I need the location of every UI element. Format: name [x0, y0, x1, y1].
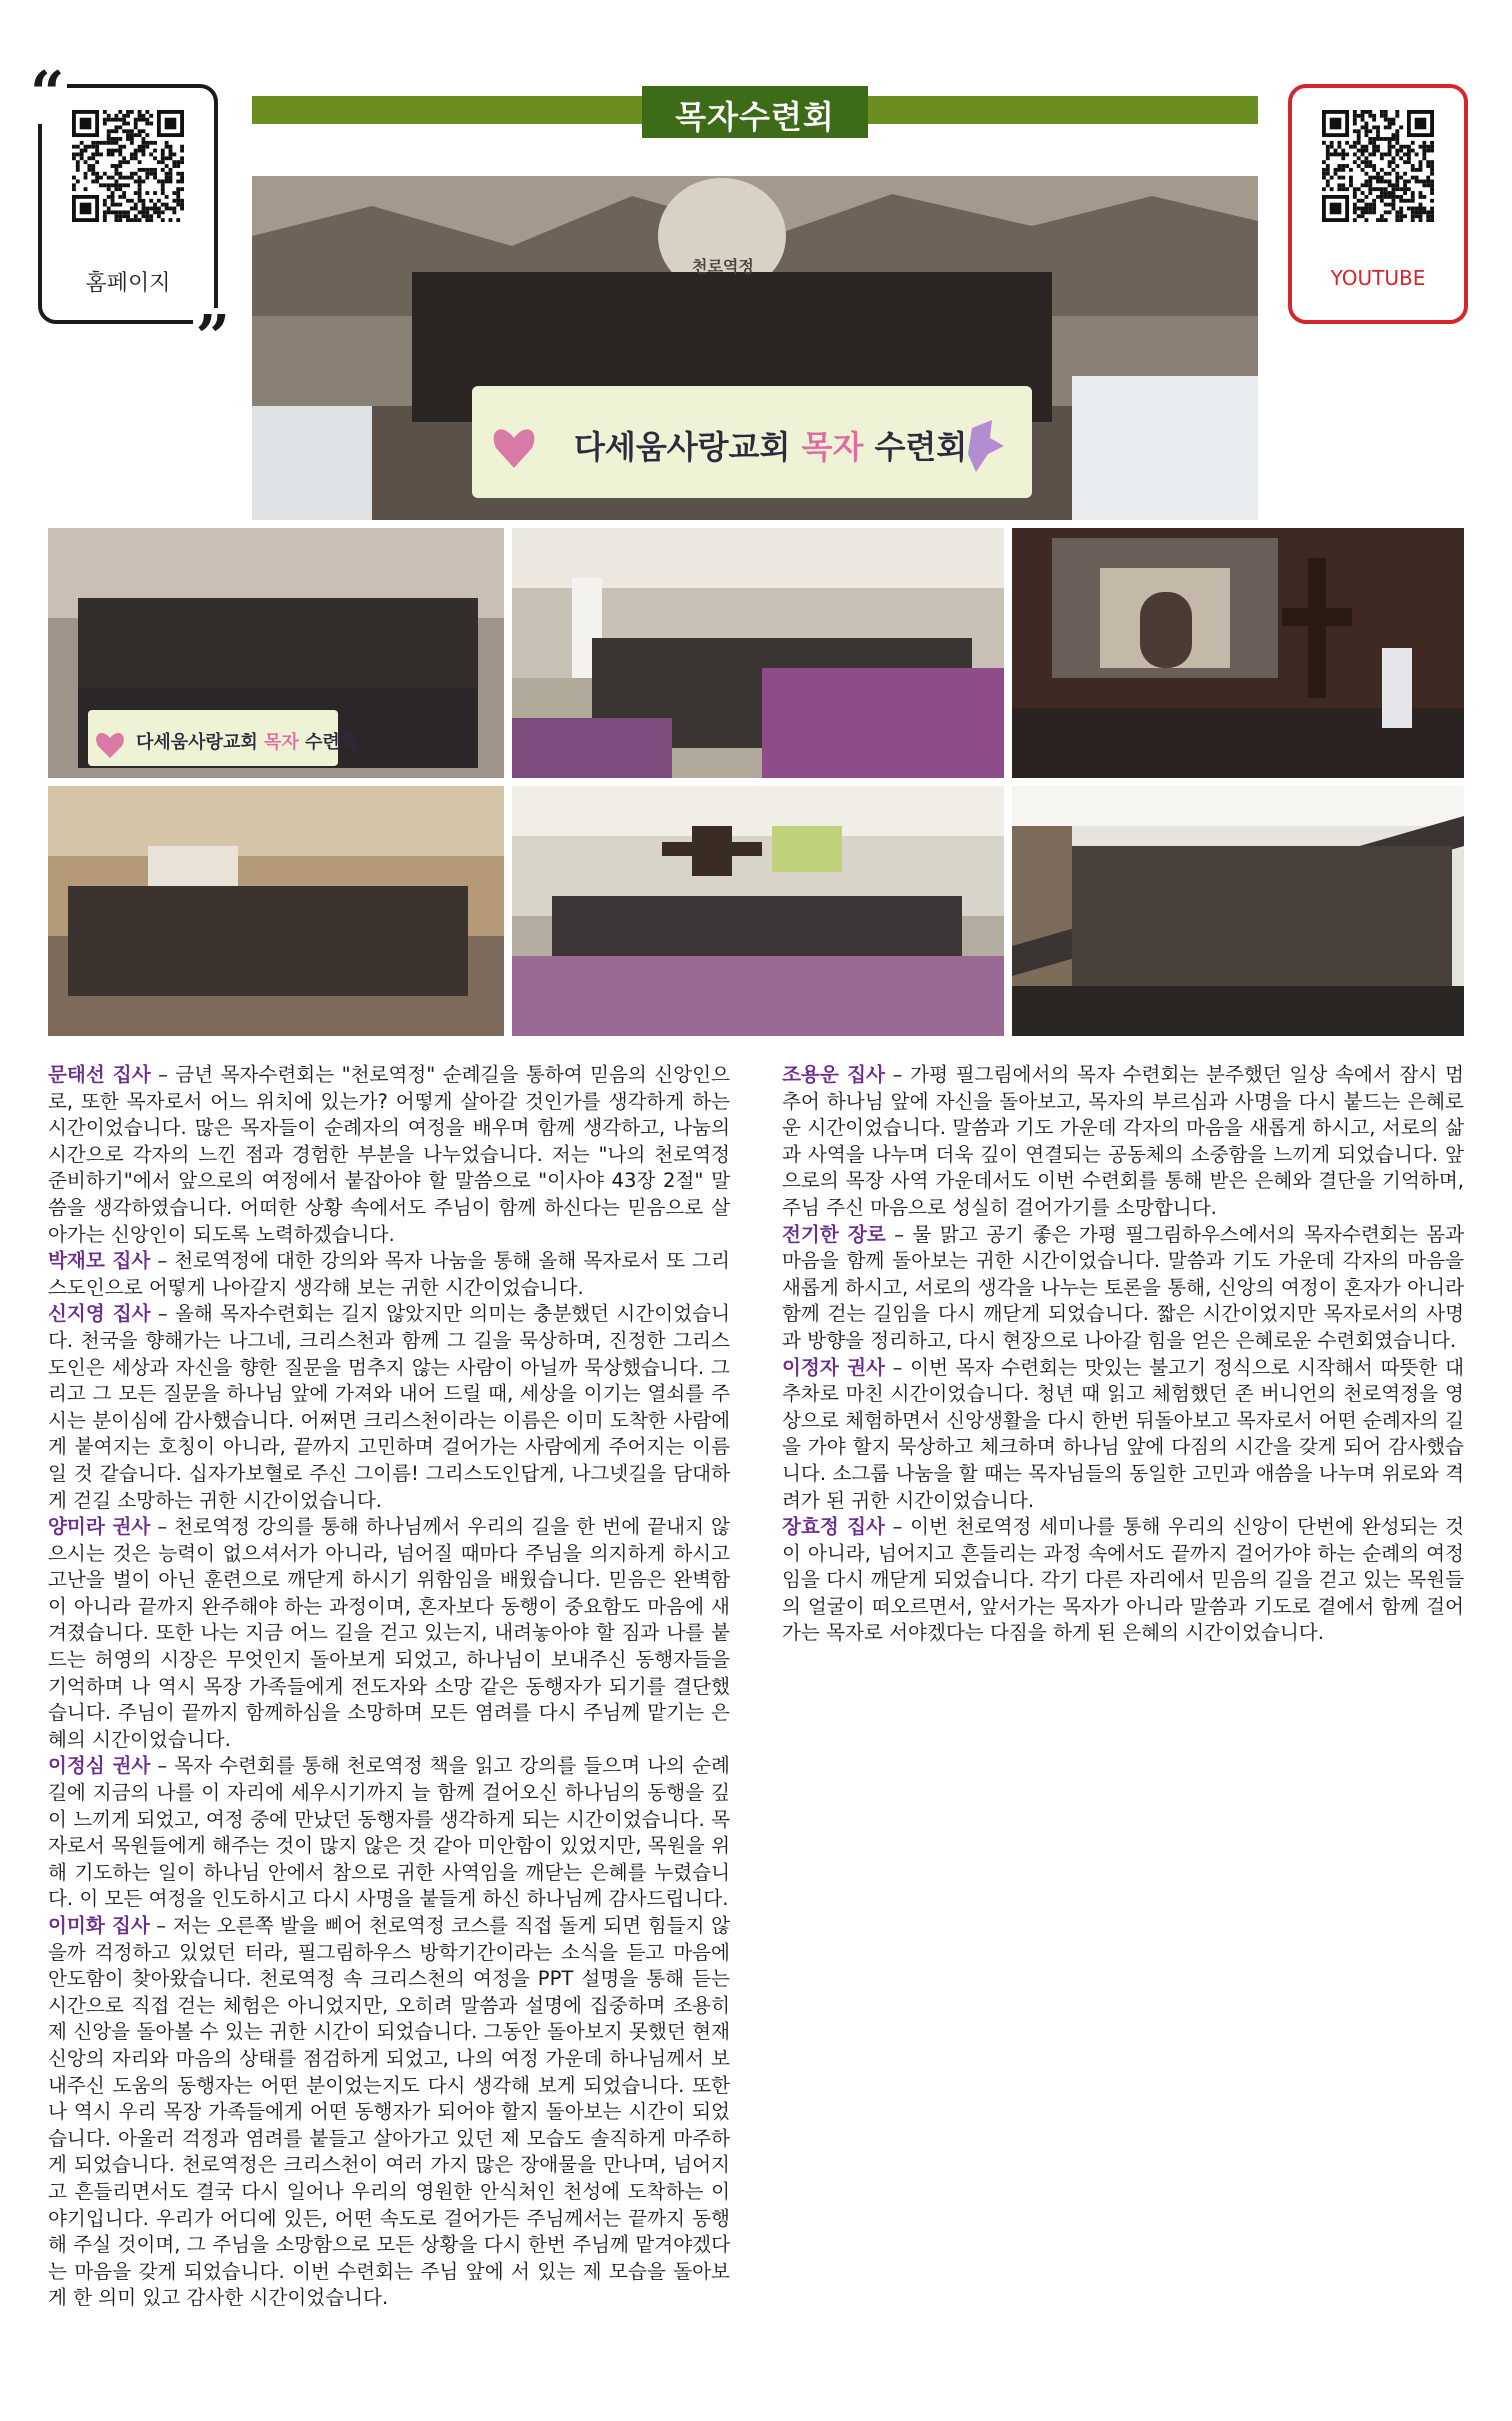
testimony	[782, 1222, 1464, 1355]
testimony	[48, 1301, 730, 1514]
stone-text: 천로역정	[692, 257, 754, 276]
testimony-author: 양미라 권사	[48, 1515, 151, 1539]
testimony-text: – 목자 수련회를 통해 천로역정 책을 읽고 강의를 들으며 나의 순례길에 지금의 나를 이 자리에 세우시기까지 늘 함께 걸어오신 하나님의 동행을 깊이 느끼게 되었고, 여정 중에 만났던 동행자를 생각하게 되는 시간이었습니다. 목자로서 목원들에게 해주는 것이 많지 않은 것 같아 미안함이 있었지만, 목원을 위해 기도하는 일이 하나님 안에서 참으로 귀한 사역임을 깨닫는 은혜를 누렸습니다. 이 모든 여정을 인도하시고 다시 사명을 붙들게 하신 하나님께 감사드립니다.	[48, 1754, 730, 1911]
testimony-text: – 올해 목자수련회는 길지 않았지만 의미는 충분했던 시간이었습니다. 천국을 향해가는 나그네, 크리스천과 함께 그 길을 묵상하며, 진정한 그리스도인은 세상과 자신을 향한 질문을 멈추지 않는 사람이 아닐까 묵상했습니다. 그리고 그 모든 질문을 하나님 앞에 가져와 내어 드릴 때, 세상을 이기는 열쇠를 주시는 분이심에 감사했습니다. 어쩌면 크리스천이라는 이름은 이미 도착한 사람에게 붙여지는 호칭이 아니라, 끝까지 고민하며 걸어가는 사람에게 주어지는 이름일 것 같습니다. 십자가보혈로 주신 그이름! 그리스도인답게, 나그넷길을 담대하게 걷길 소망하는 귀한 시간이었습니다.	[48, 1302, 730, 1512]
article-column-right	[782, 1062, 1464, 1647]
testimony-text: – 이번 목자 수련회는 맛있는 불고기 정식으로 시작해서 따뜻한 대추차로 마친 시간이었습니다. 청년 때 읽고 체험했던 존 버니언의 천로역정을 영상으로 체험하면서 신앙생활을 다시 한번 뒤돌아보고 목자로서 어떤 순례자의 길을 가야 할지 묵상하고 체크하며 하나님 앞에 다짐의 시간을 갖게 되어 감사했습니다. 소그룹 나눔을 할 때는 목자님들의 동일한 고민과 애씀을 나누며 위로와 격려가 된 귀한 시간이었습니다.	[782, 1355, 1464, 1512]
testimony-author: 전기한 장로	[782, 1222, 886, 1246]
youtube-qr-code-icon[interactable]	[1322, 110, 1434, 222]
testimony	[782, 1355, 1464, 1515]
article-column-left	[48, 1062, 730, 2312]
youtube-qr-label: YOUTUBE	[1330, 266, 1426, 290]
close-quote-icon: ”	[195, 303, 230, 373]
testimony-author: 박재모 집사	[48, 1249, 151, 1273]
testimony-author: 장효정 집사	[782, 1515, 885, 1539]
testimony	[48, 1753, 730, 1913]
group-photo-indoor	[48, 528, 504, 778]
testimony	[782, 1062, 1464, 1222]
page-title: 목자수련회	[675, 98, 835, 136]
testimony-text: – 저는 오른쪽 발을 삐어 천로역정 코스를 직접 돌게 되면 힘들지 않을까 걱정하고 있었던 터라, 필그림하우스 방학기간이라는 소식을 듣고 마음에 안도함이 찾아왔습니다. 천로역정 속 크리스천의 여정을 PPT 설명을 통해 듣는 시간으로 직접 걷는 체험은 아니었지만, 오히려 말씀과 설명에 집중하며 조용히 제 신앙을 돌아볼 수 있는 귀한 시간이 되었습니다. 그동안 돌아보지 못했던 현재 신앙의 자리와 마음의 상태를 점검하게 되었고, 나의 여정 가운데 하나님께서 보내주신 도움의 동행자는 어떤 분이었는지도 다시 생각해 보게 되었습니다. 또한 나 역시 우리 목장 가족들에게 어떤 동행자가 되어야 할지 돌아보는 시간이 되었습니다. 아울러 걱정과 염려를 붙들고 살아가고 있던 제 모습도 솔직하게 마주하게 되었습니다. 천로역정은 크리스천이 여러 가지 많은 장애물을 만나며, 넘어지고 흔들리면서도 결국 다시 일어나 우리의 영원한 안식처인 천성에 도착하는 이야기입니다. 우리가 어디에 있든, 어떤 속도로 걸어가든 주님께서는 끝까지 동행해 주실 것이며, 그 주님을 소망함으로 모든 상황을 다시 한번 주님께 맡겨야겠다는 마음을 갖게 되었습니다. 이번 수련회는 주님 앞에 서 있는 제 모습을 돌아보게 한 의미 있고 감사한 시간이었습니다.	[48, 1914, 730, 2310]
testimony-text: – 천로역정에 대한 강의와 목자 나눔을 통해 올해 목자로서 또 그리스도인으로 어떻게 나아갈지 생각해 보는 귀한 시간이었습니다.	[48, 1249, 730, 1299]
title-banner	[252, 86, 1258, 138]
testimony-text: – 천로역정 강의를 통해 하나님께서 우리의 길을 한 번에 끝내지 않으시는 것은 능력이 없으셔서가 아니라, 넘어질 때마다 주님을 의지하게 하시고 고난을 벌이 아닌 훈련으로 깨닫게 하시기 위함임을 배웠습니다. 믿음은 완벽함이 아니라 끝까지 완주해야 하는 과정이며, 혼자보다 동행이 중요함도 마음에 새겨졌습니다. 또한 나는 지금 어느 길을 걷고 있는지, 내려놓아야 할 짐과 나를 붙드는 허영의 시장은 무엇인지 돌아보게 되었고, 하나님이 보내주신 동행자들을 기억하며 나 역시 목장 가족들에게 전도자와 소망 같은 동행자가 되기를 결단했습니다. 주님이 끝까지 함께하심을 소망하며 모든 염려를 다시 주님께 맡기는 은혜의 시간이었습니다.	[48, 1515, 730, 1751]
small-group-sharing-photo	[48, 786, 504, 1036]
testimony-author: 조용운 집사	[782, 1063, 885, 1086]
testimony-text: – 금년 목자수련회는 "천로역정" 순례길을 통하여 믿음의 신앙인으로, 또한 목자로서 어느 위치에 있는가? 어떻게 살아갈 것인가를 생각하게 하는 시간이었습니다. 많은 목자들이 순례자의 여정을 배우며 함께 생각하고, 나눔의 시간으로 각자의 느낀 점과 경험한 부분을 나누었습니다. 저는 "나의 천로역정 준비하기"에서 앞으로의 여정에서 붙잡아야 할 말씀으로 "이사야 43장 2절" 말씀을 생각하였습니다. 어떠한 상황 속에서도 주님이 함께 하신다는 믿음으로 살아가는 신앙인이 되도록 노력하겠습니다.	[48, 1063, 730, 1246]
testimony-author: 이정자 권사	[782, 1355, 885, 1379]
testimony-author: 문태선 집사	[48, 1063, 151, 1086]
youtube-qr-box[interactable]	[1288, 84, 1468, 324]
homepage-qr-box[interactable]	[30, 59, 230, 373]
homepage-qr-label: 홈페이지	[85, 271, 171, 296]
lecture-hall-photo	[512, 528, 1004, 778]
testimony-author: 이정심 권사	[48, 1754, 151, 1778]
testimony-author: 이미화 집사	[48, 1914, 150, 1937]
testimony-text: – 이번 천로역정 세미나를 통해 우리의 신앙이 단번에 완성되는 것이 아니라, 넘어지고 흔들리는 과정 속에서도 끝까지 걸어가야 하는 순례의 여정임을 다시 깨닫게 되었습니다. 각기 다른 자리에서 믿음의 길을 걷고 있는 목원들의 얼굴이 떠오르면서, 앞서가는 목자가 아니라 말씀과 기도로 곁에서 함께 걸어가는 목자로 서야겠다는 다짐을 하게 된 은혜의 시간이었습니다.	[782, 1515, 1464, 1645]
stairs-group-photo	[1012, 786, 1464, 1036]
testimony-author: 신지영 집사	[48, 1302, 151, 1326]
testimony-text: – 물 맑고 공기 좋은 가평 필그림하우스에서의 목자수련회는 몸과 마음을 함께 돌아보는 귀한 시간이었습니다. 말씀과 기도 가운데 각자의 마음을 새롭게 하시고, 서로의 생각을 나누는 토론을 통해, 신앙의 여정이 혼자가 아니라 함께 걷는 길임을 다시 깨닫게 되었습니다. 짧은 시간이었지만 목자로서의 사명과 방향을 정리하고, 다시 현장으로 나아갈 힘을 얻은 은혜로운 수련회였습니다.	[782, 1222, 1464, 1352]
main-group-photo	[252, 176, 1258, 520]
open-quote-icon: “	[30, 59, 65, 129]
chapel-lecture-photo	[512, 786, 1004, 1036]
testimony	[48, 1062, 730, 1248]
homepage-qr-code-icon[interactable]	[72, 110, 184, 222]
testimony	[48, 1248, 730, 1301]
testimony	[48, 1913, 730, 2312]
small-sign-text: 다세움사랑교회 목자 수련회	[136, 732, 358, 753]
presentation-photo	[1012, 528, 1464, 778]
testimony	[48, 1514, 730, 1753]
testimony-text: – 가평 필그림에서의 목자 수련회는 분주했던 일상 속에서 잠시 멈추어 하나님 앞에 자신을 돌아보고, 목자의 부르심과 사명을 다시 붙드는 은혜로운 시간이었습니다. 말씀과 기도 가운데 각자의 마음을 새롭게 하시고, 서로의 삶과 사역을 나누며 더욱 깊이 연결되는 공동체의 소중함을 느끼게 되었습니다. 앞으로의 목장 사역 가운데서도 이번 수련회를 통해 받은 은혜와 결단을 기억하며, 주님 주신 마음으로 성실히 걸어가기를 소망합니다.	[782, 1063, 1464, 1219]
banner-sign-text: 다세움사랑교회 목자 수련회	[574, 428, 968, 466]
testimony	[782, 1514, 1464, 1647]
